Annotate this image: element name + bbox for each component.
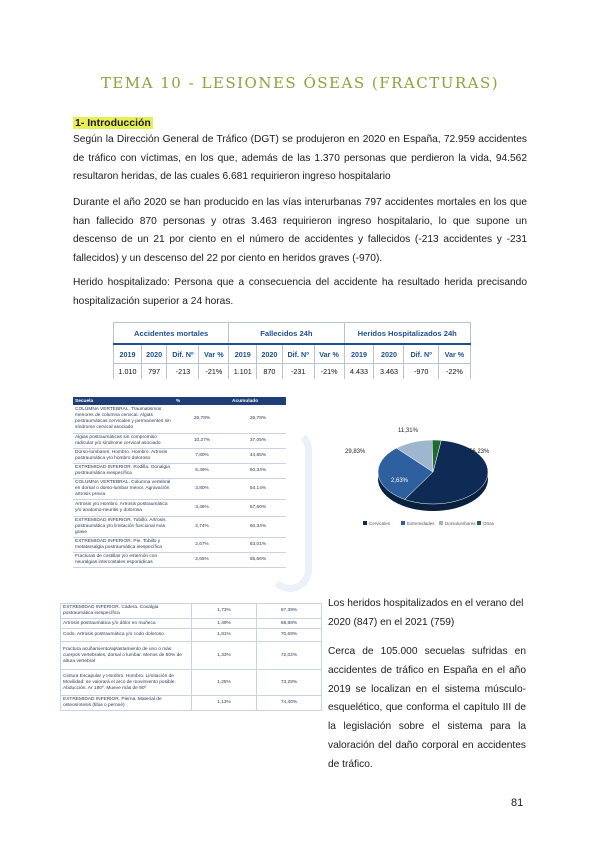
percent-cell: 10,27% [174, 433, 230, 448]
subheader-cell: 2019 [114, 344, 142, 364]
percent-cell: 74,40% [257, 696, 322, 711]
percent-cell: 68,88% [257, 619, 322, 629]
group-header: Accidentes mortales [114, 323, 229, 345]
accident-stats-table [113, 322, 471, 379]
table-row [61, 642, 322, 670]
value-cell: -21% [314, 364, 344, 380]
value-cell: -970 [404, 364, 438, 380]
value-cell: 3.463 [374, 364, 404, 380]
sequelae-pie-chart [343, 418, 523, 530]
subheader-cell: Dif. Nº [167, 344, 199, 364]
percent-cell: 54,14% [230, 478, 286, 499]
sequela-cell: Artrosis postraumática y/o dolor en muñeca [61, 619, 192, 629]
watermark-shape [268, 428, 312, 592]
percent-cell: 1,25% [192, 670, 257, 696]
percent-cell: 57,60% [230, 499, 286, 516]
sequela-cell: Algias postraumáticas sin compromiso radicular y/o síndrome cervical asociado [73, 433, 174, 448]
sequelae-note: Cerca de 105.000 secuelas sufridas en accidentes de tráfico en España en el año 2019 se localizan en el sistema músculo-esquelético, que conforma el capítulo III de la legislación sobre el sistema para la valoración del daño corporal en accidentes de tráfico. [328, 646, 526, 770]
value-cell: 1.010 [114, 364, 142, 380]
percent-cell: 1,33% [192, 642, 257, 670]
legend-swatch [439, 521, 443, 525]
table-row [61, 619, 322, 629]
percent-cell: 1,13% [192, 696, 257, 711]
percent-cell: 2,67% [174, 537, 230, 552]
subheader-cell: Var % [438, 344, 470, 364]
sequela-cell: EXTREMIDAD INFERIOR. Rodilla. Gonalgia postraumática inespecífica [73, 463, 174, 478]
intro-paragraph: Según la Dirección General de Tráfico (DGT) se produjeron en 2020 en España, 72.959 accidentes de tráfico con víctimas, en los que, además de las 1.370 personas que perdieron la vida, 94.562 resultaron heridas, de las cuales 6.681 requirieron ingreso hospitalario [73, 134, 527, 182]
value-cell: 4.433 [344, 364, 374, 380]
percent-cell: 1,49% [192, 619, 257, 629]
percent-cell: 72,02% [257, 642, 322, 670]
interurban-paragraph: Durante el año 2020 se han producido en las vías interurbanas 797 accidentes mortales en los que han fallecido 870 personas y otras 3.463 requirieron ingreso hospitalario, lo que supone un descenso de un 21 por ciento en el número de accidentes y fallecidos (-213 accidentes y -231 fallecidos) y un descenso del 22 por ciento en heridos graves (-970). [73, 197, 527, 264]
sequela-cell: Codo. Artrosis postraumática y/o codo doloroso [61, 629, 192, 642]
subheader-cell: Dif. Nº [282, 344, 314, 364]
section-heading: 1- Introducción [75, 117, 151, 129]
pie-label: 56,23% [469, 449, 490, 455]
table-row [73, 537, 286, 552]
percent-cell: 2,65% [174, 552, 230, 567]
group-header: Heridos Hospitalizados 24h [344, 323, 471, 345]
subheader-cell: Dif. Nº [404, 344, 438, 364]
table-row [73, 478, 286, 499]
percent-cell: 5,49% [174, 463, 230, 478]
value-cell: 797 [141, 364, 166, 380]
legend-label: Cervicales [369, 521, 391, 526]
table-row [73, 516, 286, 537]
subheader-cell: 2019 [344, 344, 374, 364]
percent-cell: 26,78% [174, 405, 230, 433]
pie-label: 2,63% [391, 478, 409, 484]
value-cell: -231 [282, 364, 314, 380]
percent-cell: 44,85% [230, 448, 286, 463]
table-row [73, 463, 286, 478]
percent-cell: 70,69% [257, 629, 322, 642]
percent-cell: 3,46% [174, 499, 230, 516]
percent-cell: 67,39% [257, 604, 322, 619]
column-header: Secuela [73, 397, 174, 405]
table-row [61, 604, 322, 619]
table-row [73, 405, 286, 433]
percent-cell: 73,28% [257, 670, 322, 696]
value-cell: -213 [167, 364, 199, 380]
sequela-cell: Artrosis y/o Hombro. Artrosis postraumática y/o anatomo-neuritis y dolorosa [73, 499, 174, 516]
sequelae-table-continued [60, 603, 322, 711]
subheader-cell: 2020 [257, 344, 282, 364]
percent-cell: 1,73% [192, 604, 257, 619]
subheader-cell: 2020 [374, 344, 404, 364]
values-row [114, 364, 471, 380]
table-row [73, 552, 286, 567]
value-cell: -21% [199, 364, 229, 380]
subheader-cell: Var % [314, 344, 344, 364]
legend-label: Otras [483, 521, 495, 526]
definition-paragraph: Herido hospitalizado: Persona que a consecuencia del accidente ha resultado herida precisando hospitalización superior a 24 horas. [73, 277, 527, 307]
sequela-cell: EXTREMIDAD INFERIOR. Pie. Tobillo y metatarsalgia postraumática inespecífica [73, 537, 174, 552]
legend-swatch [401, 521, 405, 525]
sequelae-table [73, 397, 286, 568]
value-cell: 870 [257, 364, 282, 380]
page-number: 81 [511, 797, 524, 809]
percent-cell: 63,01% [230, 537, 286, 552]
percent-cell: 37,05% [230, 433, 286, 448]
value-cell: 1.101 [229, 364, 257, 380]
value-cell: -22% [438, 364, 470, 380]
percent-cell: 26,78% [230, 405, 286, 433]
subheader-row [114, 344, 471, 364]
percent-cell: 7,80% [174, 448, 230, 463]
percent-cell: 1,81% [192, 629, 257, 642]
page-title: TEMA 10 - LESIONES ÓSEAS (FRACTURAS) [100, 74, 500, 92]
pie-label: 11,31% [398, 428, 418, 434]
table-row [73, 499, 286, 516]
subheader-cell: 2019 [229, 344, 257, 364]
table-row [73, 433, 286, 448]
sequela-cell: EXTREMIDAD INFERIOR. Tobillo. Artrosis postraumática y/o limitación funcional más grave [73, 516, 174, 537]
group-header: Fallecidos 24h [229, 323, 344, 345]
table-row [61, 629, 322, 642]
column-header: % [174, 397, 230, 405]
sequela-cell: Dorso-lumbares. Hombro. Hombro. Artrosis postraumática y/o hombro doloroso [73, 448, 174, 463]
sequela-cell: Cintura Escapular y Hombro. Hombro. Limitación de Movilidad: se valorará el arco de movimiento posible. Abducción. Ar 180º. Mueve más de 90º [61, 670, 192, 696]
table-row [61, 696, 322, 711]
legend-label: Dorsolumbares [445, 521, 476, 526]
sequela-cell: COLUMNA VERTEBRAL. Columna vertebral en dorsal o dorso-lumbar menor. Agravación artrosis previa [73, 478, 174, 499]
percent-cell: 65,66% [230, 552, 286, 567]
legend-label: Extremidades [407, 521, 435, 526]
legend-swatch [477, 521, 481, 525]
percent-cell: 50,34% [230, 463, 286, 478]
sequela-cell: EXTREMIDAD INFERIOR. Cadera. Coxalgia postraumática inespecífica [61, 604, 192, 619]
percent-cell: 2,74% [174, 516, 230, 537]
summer-hospitalized-note: Los heridos hospitalizados en el verano del 2020 (847) en el 2021 (759) [328, 598, 524, 628]
sequela-cell: COLUMNA VERTEBRAL. Traumatismos menores de columna cervical. Algias postraumáticas cervicales y permanentes sin síndrome cervical asociado [73, 405, 174, 433]
table-row [61, 670, 322, 696]
percent-cell: 3,80% [174, 478, 230, 499]
legend-swatch [363, 521, 367, 525]
column-header: Acumulado [230, 397, 286, 405]
table-row [73, 448, 286, 463]
sequela-cell: Fractura acuñamiento/aplastamiento de uno o más cuerpos vertebrales, dorsal o lumbar. Menos de 50% de altura vertebral [61, 642, 192, 670]
pie-label: 29,83% [345, 449, 366, 455]
subheader-cell: Var % [199, 344, 229, 364]
sequela-cell: EXTREMIDAD INFERIOR. Pierna. Material de osteosíntesis (tibia o peroné) [61, 696, 192, 711]
percent-cell: 60,34% [230, 516, 286, 537]
sequela-cell: Fracturas de costillas y/o esternón con neuralgias intercostales esporádicas [73, 552, 174, 567]
subheader-cell: 2020 [141, 344, 166, 364]
